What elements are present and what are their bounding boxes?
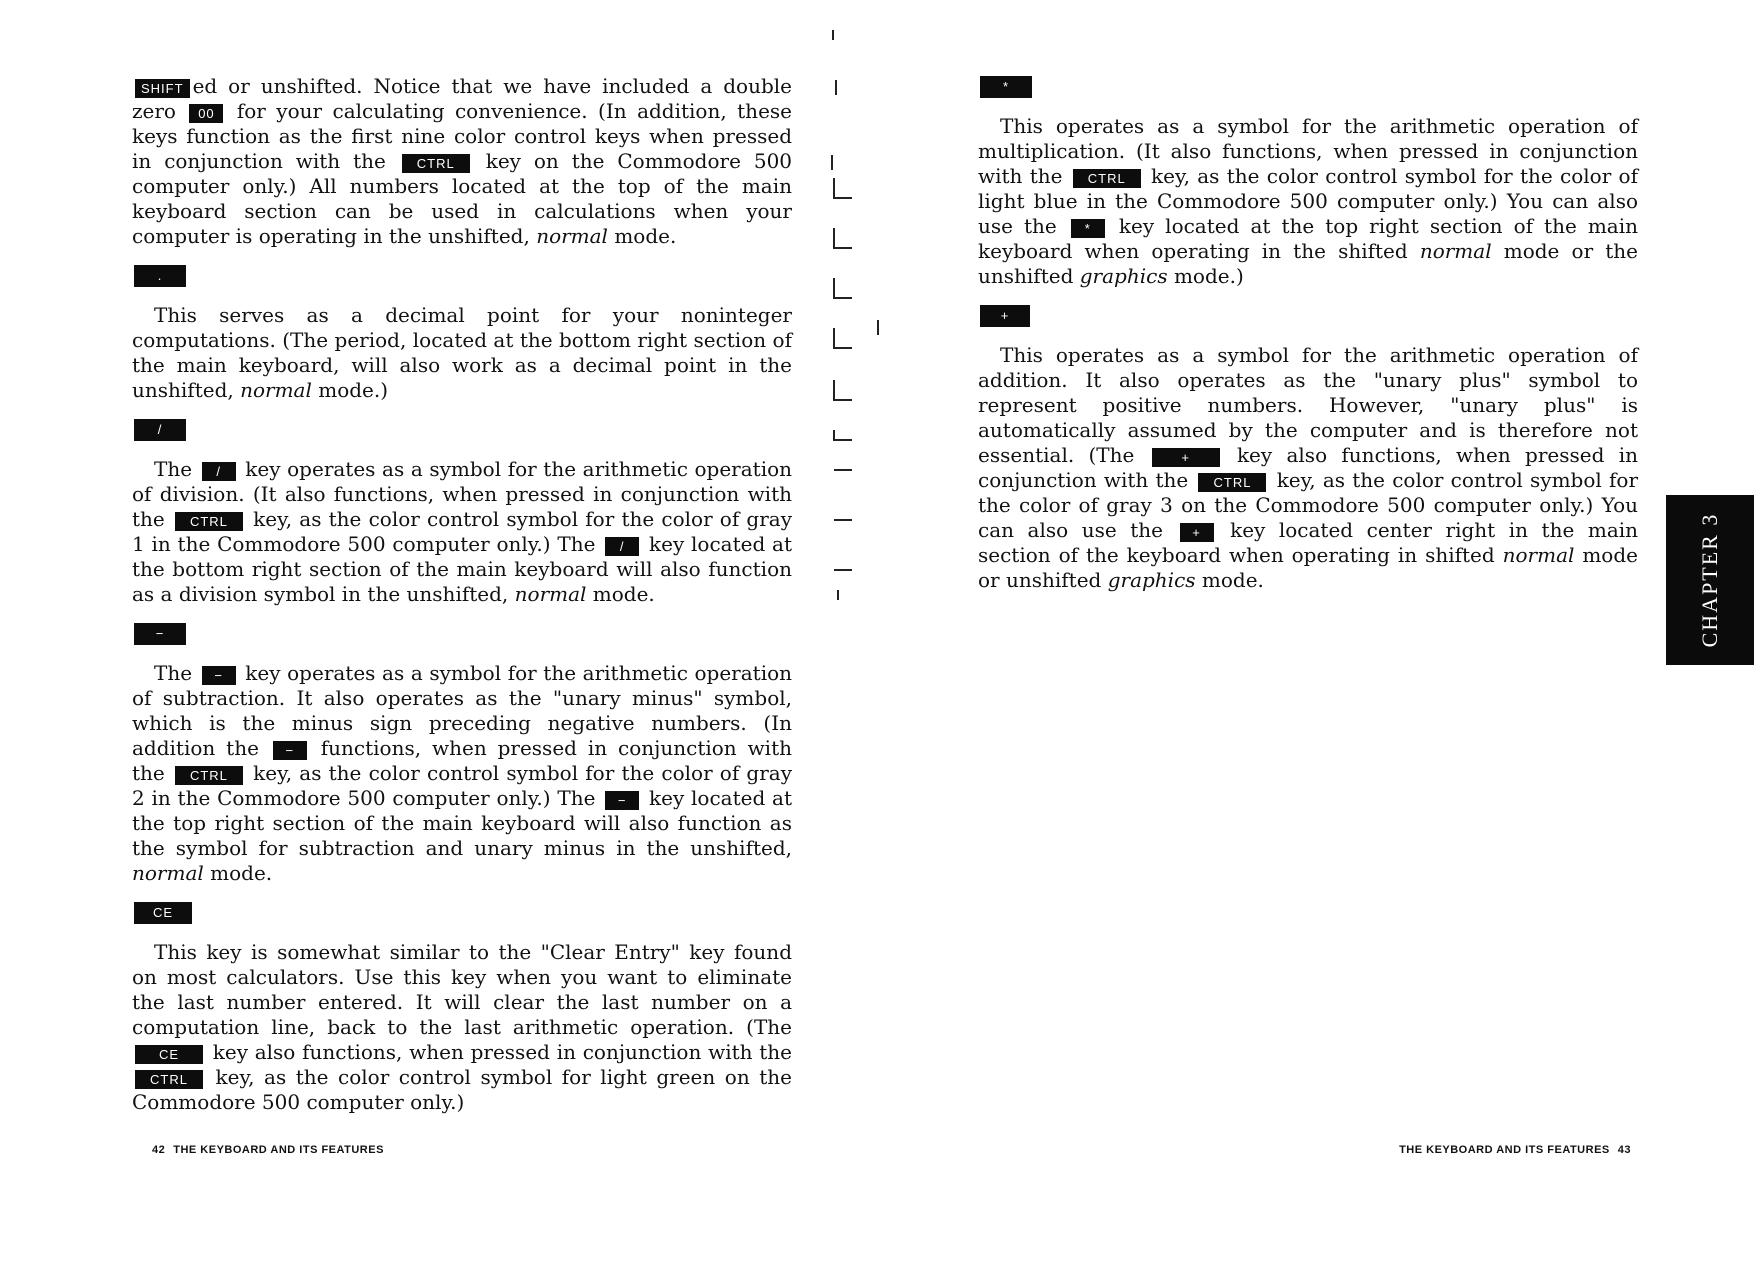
- clear-entry-key-heading: CE: [134, 902, 192, 924]
- left-page-number: 42: [152, 1144, 166, 1156]
- division-text-d: key located at the bottom right section of the main keyboard will also function as a division symbol in the unshifted,: [132, 532, 792, 606]
- minus-key-label: −: [202, 666, 236, 685]
- intro-paragraph: [132, 74, 792, 249]
- double-zero-key-label: 00: [189, 104, 223, 123]
- emphasis-normal: normal: [1419, 239, 1492, 263]
- subtraction-paragraph: [132, 661, 792, 886]
- multiply-key-label: *: [1071, 219, 1105, 238]
- plus-key-heading: +: [980, 305, 1030, 327]
- addition-text-f: mode.: [1201, 568, 1264, 592]
- decimal-point-key-heading: .: [134, 265, 186, 287]
- clear-entry-key-label: CE: [135, 1045, 203, 1064]
- multiplication-paragraph: [978, 114, 1638, 289]
- left-page-footer: [144, 1144, 384, 1156]
- clear-entry-text-a: This key is somewhat similar to the "Clear Entry" key found on most calculators. Use this key when you want to eliminate the last number entered. It will clear the last number on a computation line, back to the last arithmetic operation. (The: [132, 940, 792, 1039]
- division-text-c: key, as the color control symbol for the color of gray 1 in the Commodore 500 computer only.) The: [132, 507, 793, 556]
- left-column: [132, 74, 792, 1131]
- emphasis-normal: normal: [514, 582, 587, 606]
- addition-text-e: mode or unshifted: [978, 543, 1638, 592]
- subtraction-text-e: key located at the top right section of the main keyboard will also function as the symbol for subtraction and unary minus in the unshifted,: [132, 786, 792, 860]
- emphasis-normal: normal: [1502, 543, 1575, 567]
- addition-text-c: key, as the color control symbol for the color of gray 3 on the Commodore 500 computer only.) You can also use the: [978, 468, 1639, 542]
- multiply-key-heading: *: [980, 76, 1032, 98]
- left-running-title: THE KEYBOARD AND ITS FEATURES: [173, 1144, 384, 1156]
- intro-text-b: for your calculating convenience. (In addition, these keys function as the first nine color control keys when pressed in conjunction with the: [132, 99, 792, 173]
- chapter-tab-label: CHAPTER 3: [1697, 512, 1722, 648]
- clear-entry-text-c: key, as the color control symbol for light green on the Commodore 500 computer only.): [132, 1065, 792, 1114]
- ctrl-key-label: CTRL: [175, 766, 243, 785]
- shift-key-label: SHIFT: [135, 79, 190, 98]
- clear-entry-paragraph: [132, 940, 792, 1115]
- ctrl-key-label: CTRL: [1073, 169, 1141, 188]
- division-paragraph: [132, 457, 792, 607]
- decimal-paragraph: [132, 303, 792, 403]
- right-column: [978, 68, 1638, 609]
- division-key-label: /: [202, 462, 236, 481]
- right-page: [840, 0, 1754, 1275]
- subtraction-text-f: mode.: [210, 861, 273, 885]
- subtraction-text-c: functions, when pressed in conjunction with the: [132, 736, 792, 785]
- plus-key-label: +: [1180, 523, 1214, 542]
- division-text-e: mode.: [592, 582, 655, 606]
- minus-key-label: −: [273, 741, 307, 760]
- right-page-footer: [1399, 1144, 1639, 1156]
- plus-key-label: +: [1152, 448, 1220, 467]
- ctrl-key-label: CTRL: [135, 1070, 203, 1089]
- subtraction-text-b: key operates as a symbol for the arithmetic operation of subtraction. It also operates as the "unary minus" symbol, which is the minus sign preceding negative numbers. (In addition the: [132, 661, 793, 760]
- addition-text-b: key also functions, when pressed in conjunction with the: [978, 443, 1638, 492]
- addition-paragraph: [978, 343, 1638, 593]
- addition-text-a: This operates as a symbol for the arithmetic operation of addition. It also operates as the "unary plus" symbol to represent positive numbers. However, "unary plus" is automatically assumed by the computer and is therefore not essential. (The: [978, 343, 1638, 467]
- ctrl-key-label: CTRL: [175, 512, 243, 531]
- emphasis-normal: normal: [240, 378, 312, 402]
- division-key-label: /: [605, 537, 639, 556]
- left-page: [0, 0, 840, 1275]
- multiplication-text-a: This operates as a symbol for the arithmetic operation of multiplication. (It also functions, when pressed in conjunction with the: [978, 114, 1638, 188]
- multiplication-text-b: key, as the color control symbol for the color of light blue in the Commodore 500 computer only.) You can also use the: [978, 164, 1639, 238]
- subtraction-text-a: The: [154, 661, 193, 685]
- chapter-tab: [1666, 495, 1754, 665]
- right-running-title: THE KEYBOARD AND ITS FEATURES: [1399, 1144, 1610, 1156]
- division-key-heading: /: [134, 419, 186, 441]
- minus-key-label: −: [605, 791, 639, 810]
- ctrl-key-label: CTRL: [402, 154, 470, 173]
- multiplication-text-e: mode.): [1173, 264, 1244, 288]
- emphasis-graphics: graphics: [1107, 568, 1196, 592]
- intro-text-c: key on the Commodore 500 computer only.) All numbers located at the top of the main keyboard section can be used in calculations when your computer is operating in the unshifted,: [132, 149, 793, 248]
- emphasis-normal: normal: [132, 861, 204, 885]
- multiplication-text-c: key located at the top right section of the main keyboard when operating in the shifted: [978, 214, 1639, 263]
- intro-text-a: ed or unshifted. Notice that we have included a double zero: [132, 74, 792, 123]
- addition-text-d: key located center right in the main section of the keyboard when operating in shifted: [978, 518, 1639, 567]
- intro-text-d: mode.: [614, 224, 677, 248]
- division-text-a: The: [154, 457, 193, 481]
- right-page-number: 43: [1617, 1144, 1631, 1156]
- division-text-b: key operates as a symbol for the arithmetic operation of division. (It also functions, when pressed in conjunction with the: [132, 457, 793, 531]
- emphasis-graphics: graphics: [1079, 264, 1168, 288]
- clear-entry-text-b: key also functions, when pressed in conjunction with the: [212, 1040, 792, 1064]
- emphasis-normal: normal: [536, 224, 608, 248]
- decimal-text-b: mode.): [318, 378, 389, 402]
- minus-key-heading: −: [134, 623, 186, 645]
- multiplication-text-d: mode or the unshifted: [978, 239, 1639, 288]
- ctrl-key-label: CTRL: [1198, 473, 1266, 492]
- decimal-text-a: This serves as a decimal point for your noninteger computations. (The period, located at the bottom right section of the main keyboard, will also work as a decimal point in the unshifted,: [132, 303, 792, 402]
- subtraction-text-d: key, as the color control symbol for the color of gray 2 in the Commodore 500 computer only.) The: [132, 761, 793, 810]
